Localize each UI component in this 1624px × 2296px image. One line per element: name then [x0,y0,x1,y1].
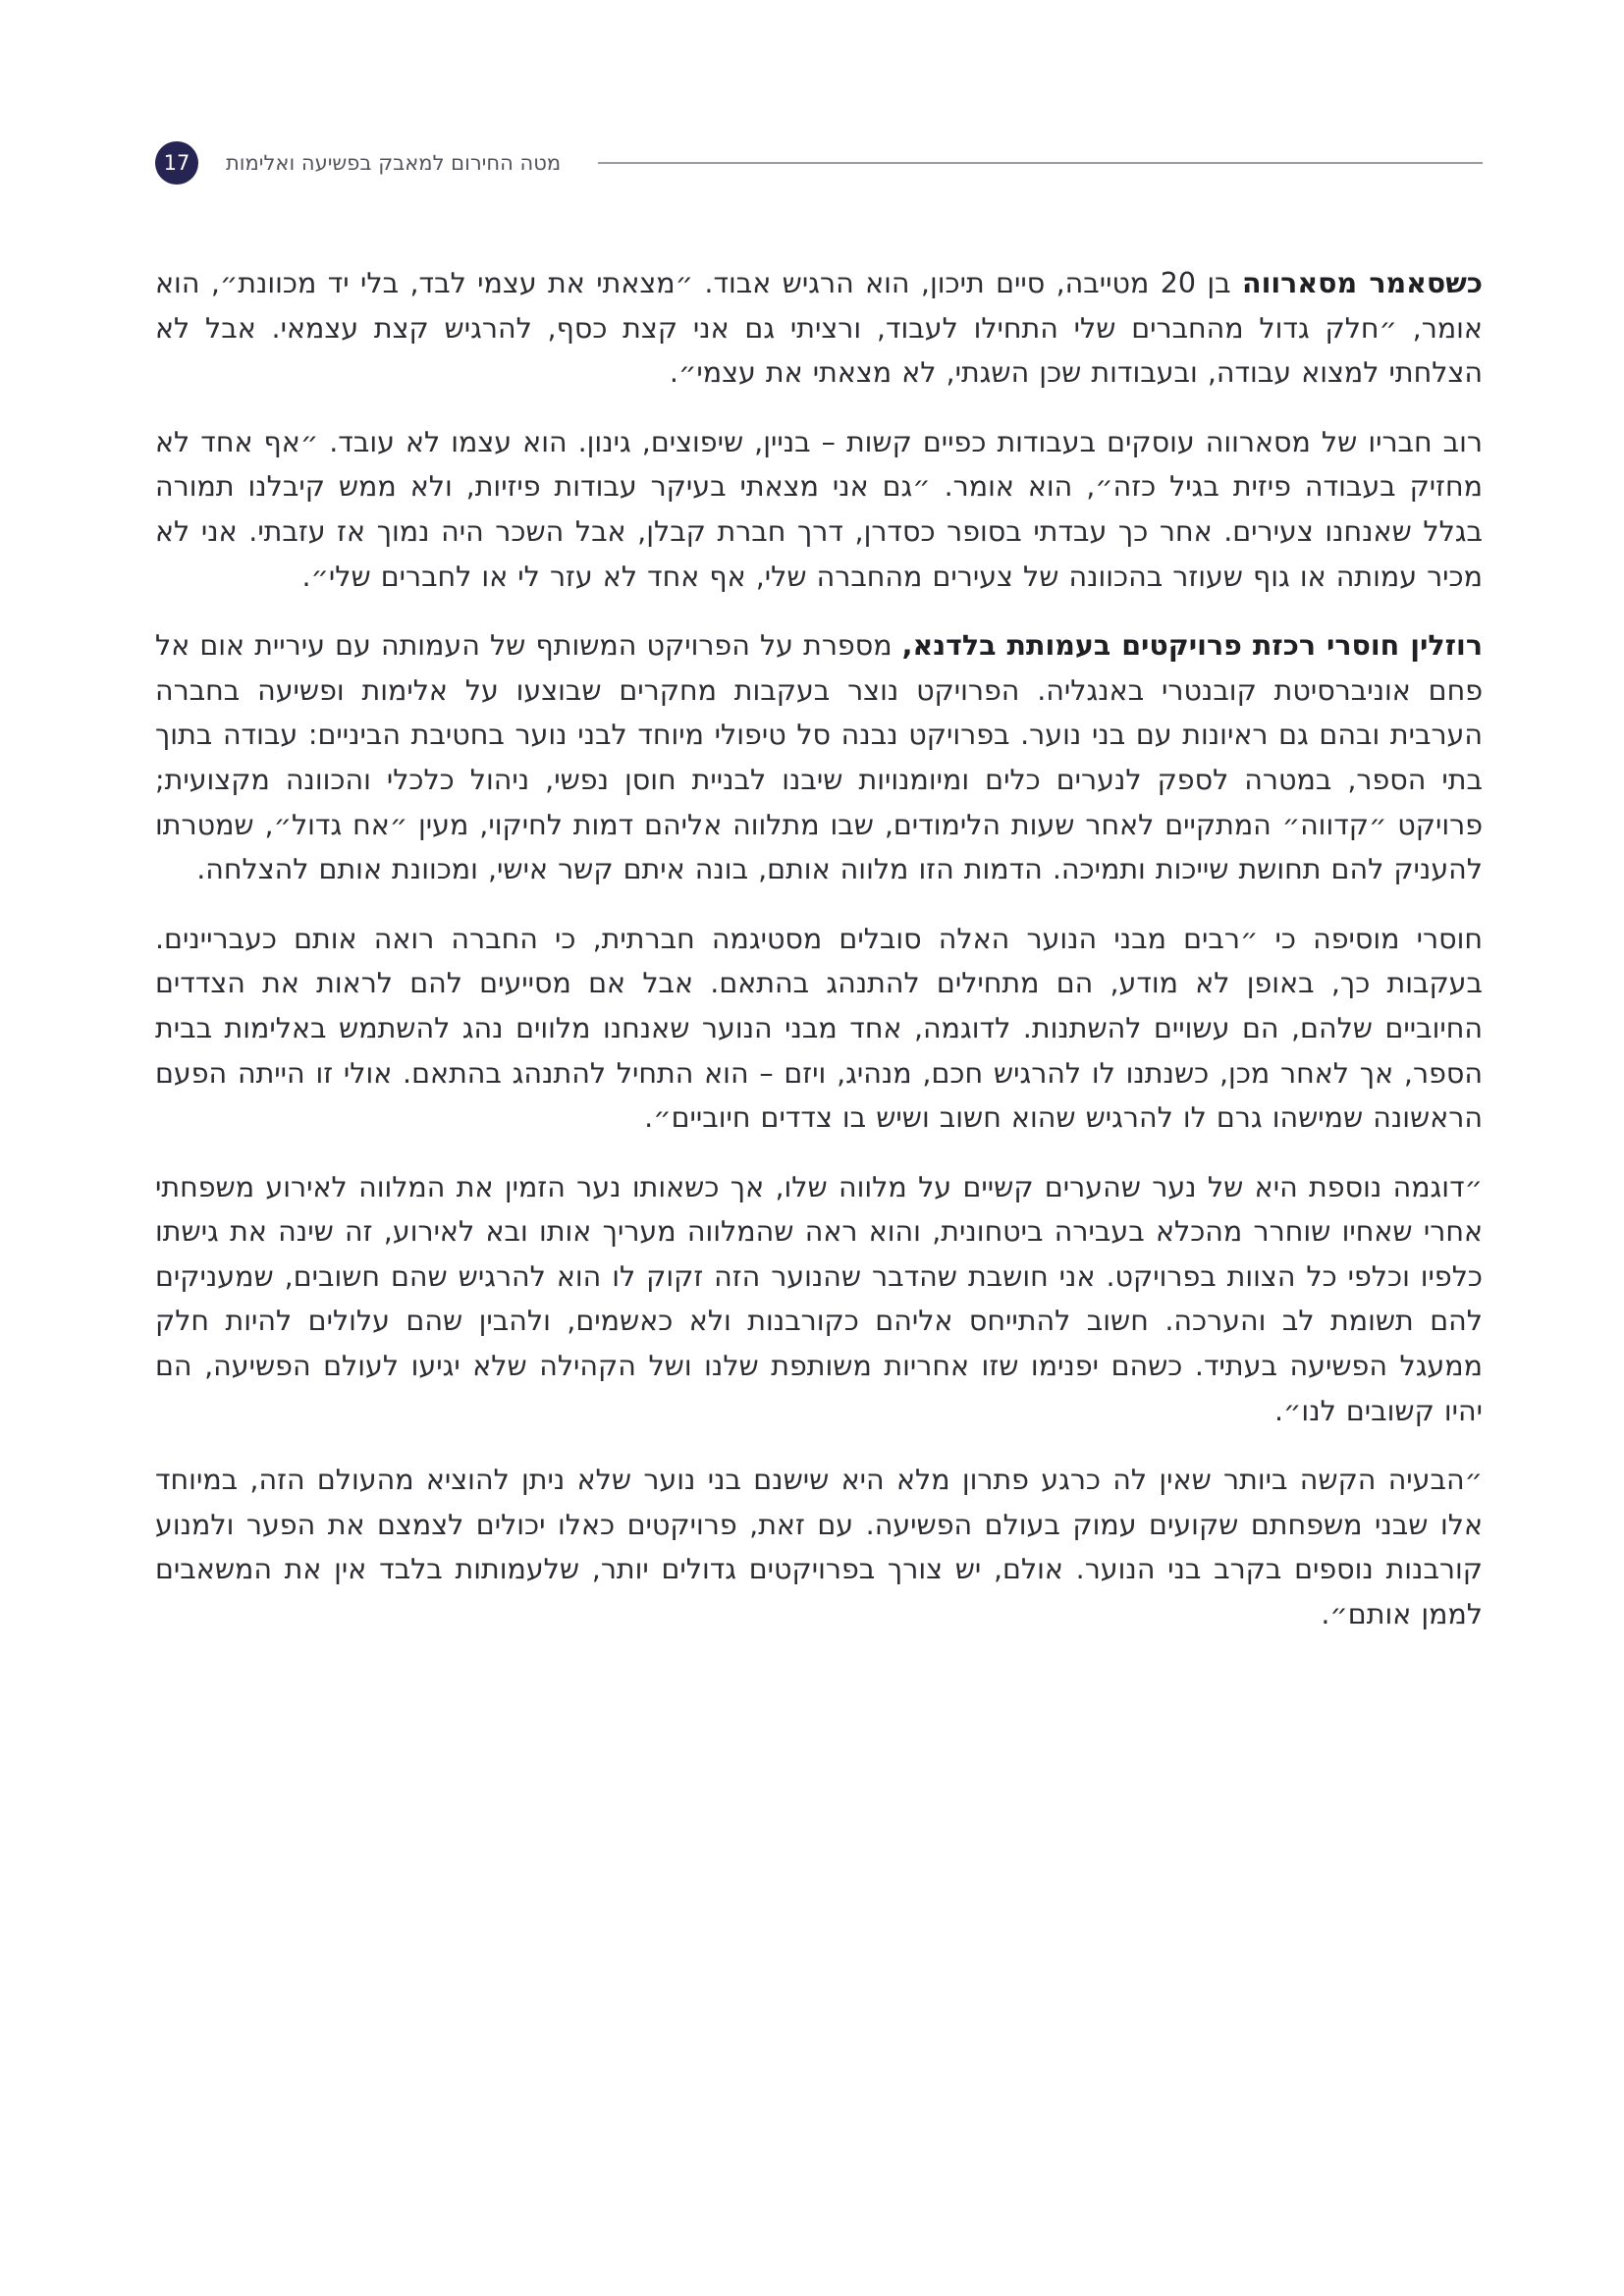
page-header [155,141,1483,185]
paragraph-1 [155,261,1483,396]
paragraph-2 [155,420,1483,599]
paragraph-3-lead: רוזלין חוסרי רכזת פרויקטים בעמותת בלדנא, [901,629,1483,663]
paragraph-6 [155,1458,1483,1636]
paragraph-6-text: ״הבעיה הקשה ביותר שאין לה כרגע פתרון מלא היא שישנם בני נוער שלא ניתן להוציא מהעולם הזה, במיוחד אלו שבני משפחתם שקועים עמוק בעולם הפשיעה. עם זאת, פרויקטים כאלו יכולים לצמצם את הפער ולמנוע קורבנות נוספים בקרב בני הנוער. אולם, יש צורך בפרויקטים גדולים יותר, שלעמותות בלבד אין את המשאבים לממן אותם״. [155,1464,1483,1631]
paragraph-1-lead: כשסאמר מסארווה [1242,267,1483,299]
paragraph-4 [155,917,1483,1141]
paragraph-1-text: בן 20 מטייבה, סיים תיכון, הוא הרגיש אבוד. ״מצאתי את עצמי לבד, בלי יד מכוונת״, הוא אומר, ״חלק גדול מהחברים שלי התחילו לעבוד, ורציתי גם אני קצת כסף, להרגיש קצת עצמאי. אבל לא הצלחתי למצוא עבודה, ובעבודות שכן השגתי, לא מצאתי את עצמי״. [155,267,1483,390]
paragraph-4-text: חוסרי מוסיפה כי ״רבים מבני הנוער האלה סובלים מסטיגמה חברתית, כי החברה רואה אותם כעבריינים. בעקבות כך, באופן לא מודע, הם מתחילים להתנהג בהתאם. אבל אם מסייעים להם לראות את הצדדים החיוביים שלהם, הם עשויים להשתנות. לדוגמה, אחד מבני הנוער שאנחנו מלווים נהג להשתמש באלימות בבית הספר, אך לאחר מכן, כשנתנו לו להרגיש חכם, מנהיג, ויזם – הוא התחיל להתנהג בהתאם. אולי זו הייתה הפעם הראשונה שמישהו גרם לו להרגיש שהוא חשוב ושיש בו צדדים חיוביים״. [155,922,1483,1135]
paragraph-2-text: רוב חבריו של מסארווה עוסקים בעבודות כפיים קשות – בניין, שיפוצים, גינון. הוא עצמו לא עובד. ״אף אחד לא מחזיק בעבודה פיזית בגיל כזה״, הוא אומר. ״גם אני מצאתי בעיקר עבודות פיזיות, ולא ממש קיבלנו תמורה בגלל שאנחנו צעירים. אחר כך עבדתי בסופר כסדרן, דרך חברת קבלן, אבל השכר היה נמוך אז עזבתי. אני לא מכיר עמותה או גוף שעוזר בהכוונה של צעירים מהחברה שלי, אף אחד לא עזר לי או לחברים שלי״. [155,425,1483,593]
page-number-badge: 17 [155,141,198,185]
running-title: מטה החירום למאבק בפשיעה ואלימות [226,151,562,175]
paragraph-5-text: ״דוגמה נוספת היא של נער שהערים קשיים על מלווה שלו, אך כשאותו נער הזמין את המלווה לאירוע משפחתי אחרי שאחיו שוחרר מהכלא בעבירה ביטחונית, והוא ראה שהמלווה מעריך אותו ובא לאירוע, זה שינה את גישתו כלפיו וכלפי כל הצוות בפרויקט. אני חושבת שהדבר שהנוער הזה זקוק לו הוא להרגיש שהם חשובים, שמעניקים להם תשומת לב והערכה. חשוב להתייחס אליהם כקורבנות ולא כאשמים, ולהבין שהם עלולים להיות חלק ממעגל הפשיעה בעתיד. כשהם יפנימו שזו אחריות משותפת שלנו ושל הקהילה שלא יגיעו לעולם הפשיעה, הם יהיו קשובים לנו״. [155,1170,1483,1427]
paragraph-5 [155,1165,1483,1434]
paragraph-3-text: מספרת על הפרויקט המשותף של העמותה עם עיריית אום אל פחם אוניברסיטת קובנטרי באנגליה. הפרויקט נוצר בעקבות מחקרים שבוצעו על אלימות ופשיעה בחברה הערבית ובהם גם ראיונות עם בני נוער. בפרויקט נבנה סל טיפולי מיוחד לבני נוער בחטיבת הביניים: עבודה בתוך בתי הספר, במטרה לספק לנערים כלים ומיומנויות שיבנו לבניית חוסן נפשי, ניהול כלכלי והכוונה מקצועית; פרויקט ״קדווה״ המתקיים לאחר שעות הלימודים, שבו מתלווה אליהם דמות לחיקוי, מעין ״אח גדול״, שמטרתו להעניק להם תחושת שייכות ותמיכה. הדמות הזו מלווה אותם, בונה איתם קשר אישי, ומכוונת אותם להצלחה. [155,629,1483,886]
paragraph-3 [155,623,1483,892]
header-divider [598,162,1483,164]
article-body [155,261,1483,1662]
